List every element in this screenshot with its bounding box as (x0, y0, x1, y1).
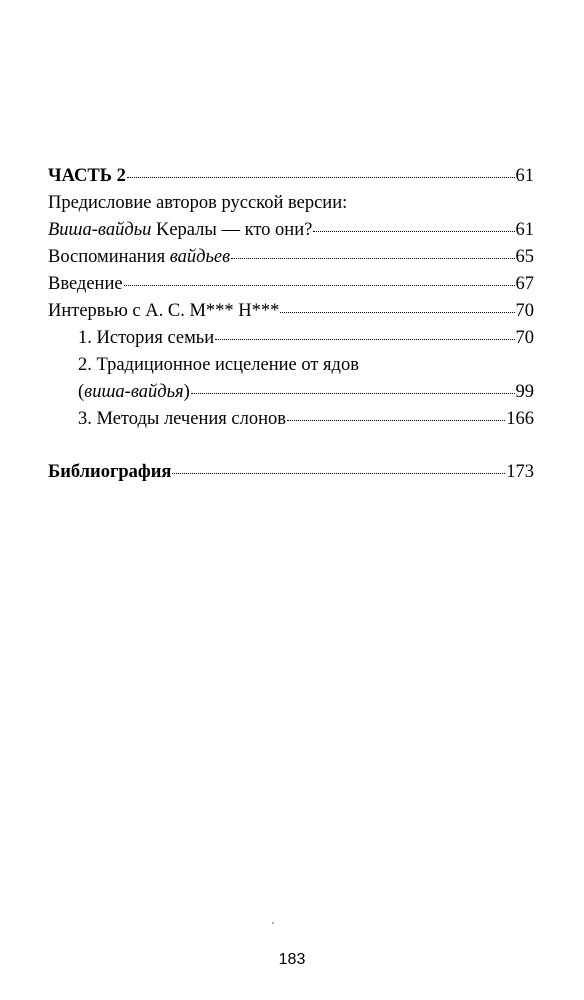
toc-entry-introduction[interactable] (48, 271, 534, 298)
toc-entry-interview[interactable] (48, 298, 534, 325)
toc-page-number: 173 (506, 462, 534, 482)
page-number: 183 (278, 951, 306, 968)
toc-leader-dots (287, 420, 505, 421)
toc-entry-bibliography[interactable] (48, 459, 534, 486)
toc-title: Интервью с А. С. М*** Н*** (48, 301, 280, 321)
toc-title (78, 379, 190, 406)
toc-title-italic: виша-вайдья (84, 382, 184, 402)
toc-leader-dots (231, 258, 514, 259)
toc-leader-dots (313, 231, 514, 232)
toc-entry-family-history[interactable] (48, 325, 534, 352)
table-of-contents (48, 163, 534, 486)
toc-paren-close: ) (183, 382, 190, 402)
toc-leader-dots (215, 339, 514, 340)
toc-title: 2. Традиционное исцеление от ядов (78, 355, 359, 375)
scan-speck (272, 922, 274, 924)
toc-title: Библиография (48, 462, 172, 482)
toc-title-rest: Keралы — кто они? (151, 220, 313, 240)
toc-title (48, 244, 230, 271)
toc-title: Введение (48, 274, 123, 294)
toc-title: 3. Методы лечения слонов (78, 409, 286, 429)
toc-entry-visha-vaidya[interactable] (48, 217, 534, 244)
toc-title: Предисловие авторов русской версии: (48, 193, 348, 213)
toc-title-plain: Воспоминания (48, 247, 170, 267)
toc-leader-dots (127, 177, 515, 178)
toc-leader-dots (124, 285, 515, 286)
toc-entry-memories[interactable] (48, 244, 534, 271)
toc-leader-dots (280, 312, 514, 313)
toc-page-number: 65 (515, 247, 534, 267)
toc-entry-part-2[interactable] (48, 163, 534, 190)
toc-paren-open: ( (78, 382, 85, 402)
toc-page-number: 70 (515, 328, 534, 348)
toc-page-number: 61 (515, 220, 534, 240)
toc-page-number: 166 (506, 409, 534, 429)
toc-page-number: 70 (515, 301, 534, 321)
toc-page-number: 99 (515, 382, 534, 402)
toc-title: 1. История семьи (78, 328, 215, 348)
toc-page-number: 67 (515, 274, 534, 294)
toc-leader-dots (191, 393, 515, 394)
toc-entry-poison-healing[interactable] (48, 379, 534, 406)
toc-preface-line (48, 190, 534, 217)
toc-entry-poison-healing-line1 (48, 352, 534, 379)
toc-title-italic: вайдьев (169, 247, 231, 267)
toc-title-italic: Виша-вайдьи (48, 220, 152, 240)
toc-title (48, 217, 312, 244)
toc-entry-elephant-treatment[interactable] (48, 406, 534, 433)
toc-page-number: 61 (515, 166, 534, 186)
toc-title: ЧАСТЬ 2 (48, 166, 126, 186)
toc-leader-dots (172, 473, 505, 474)
